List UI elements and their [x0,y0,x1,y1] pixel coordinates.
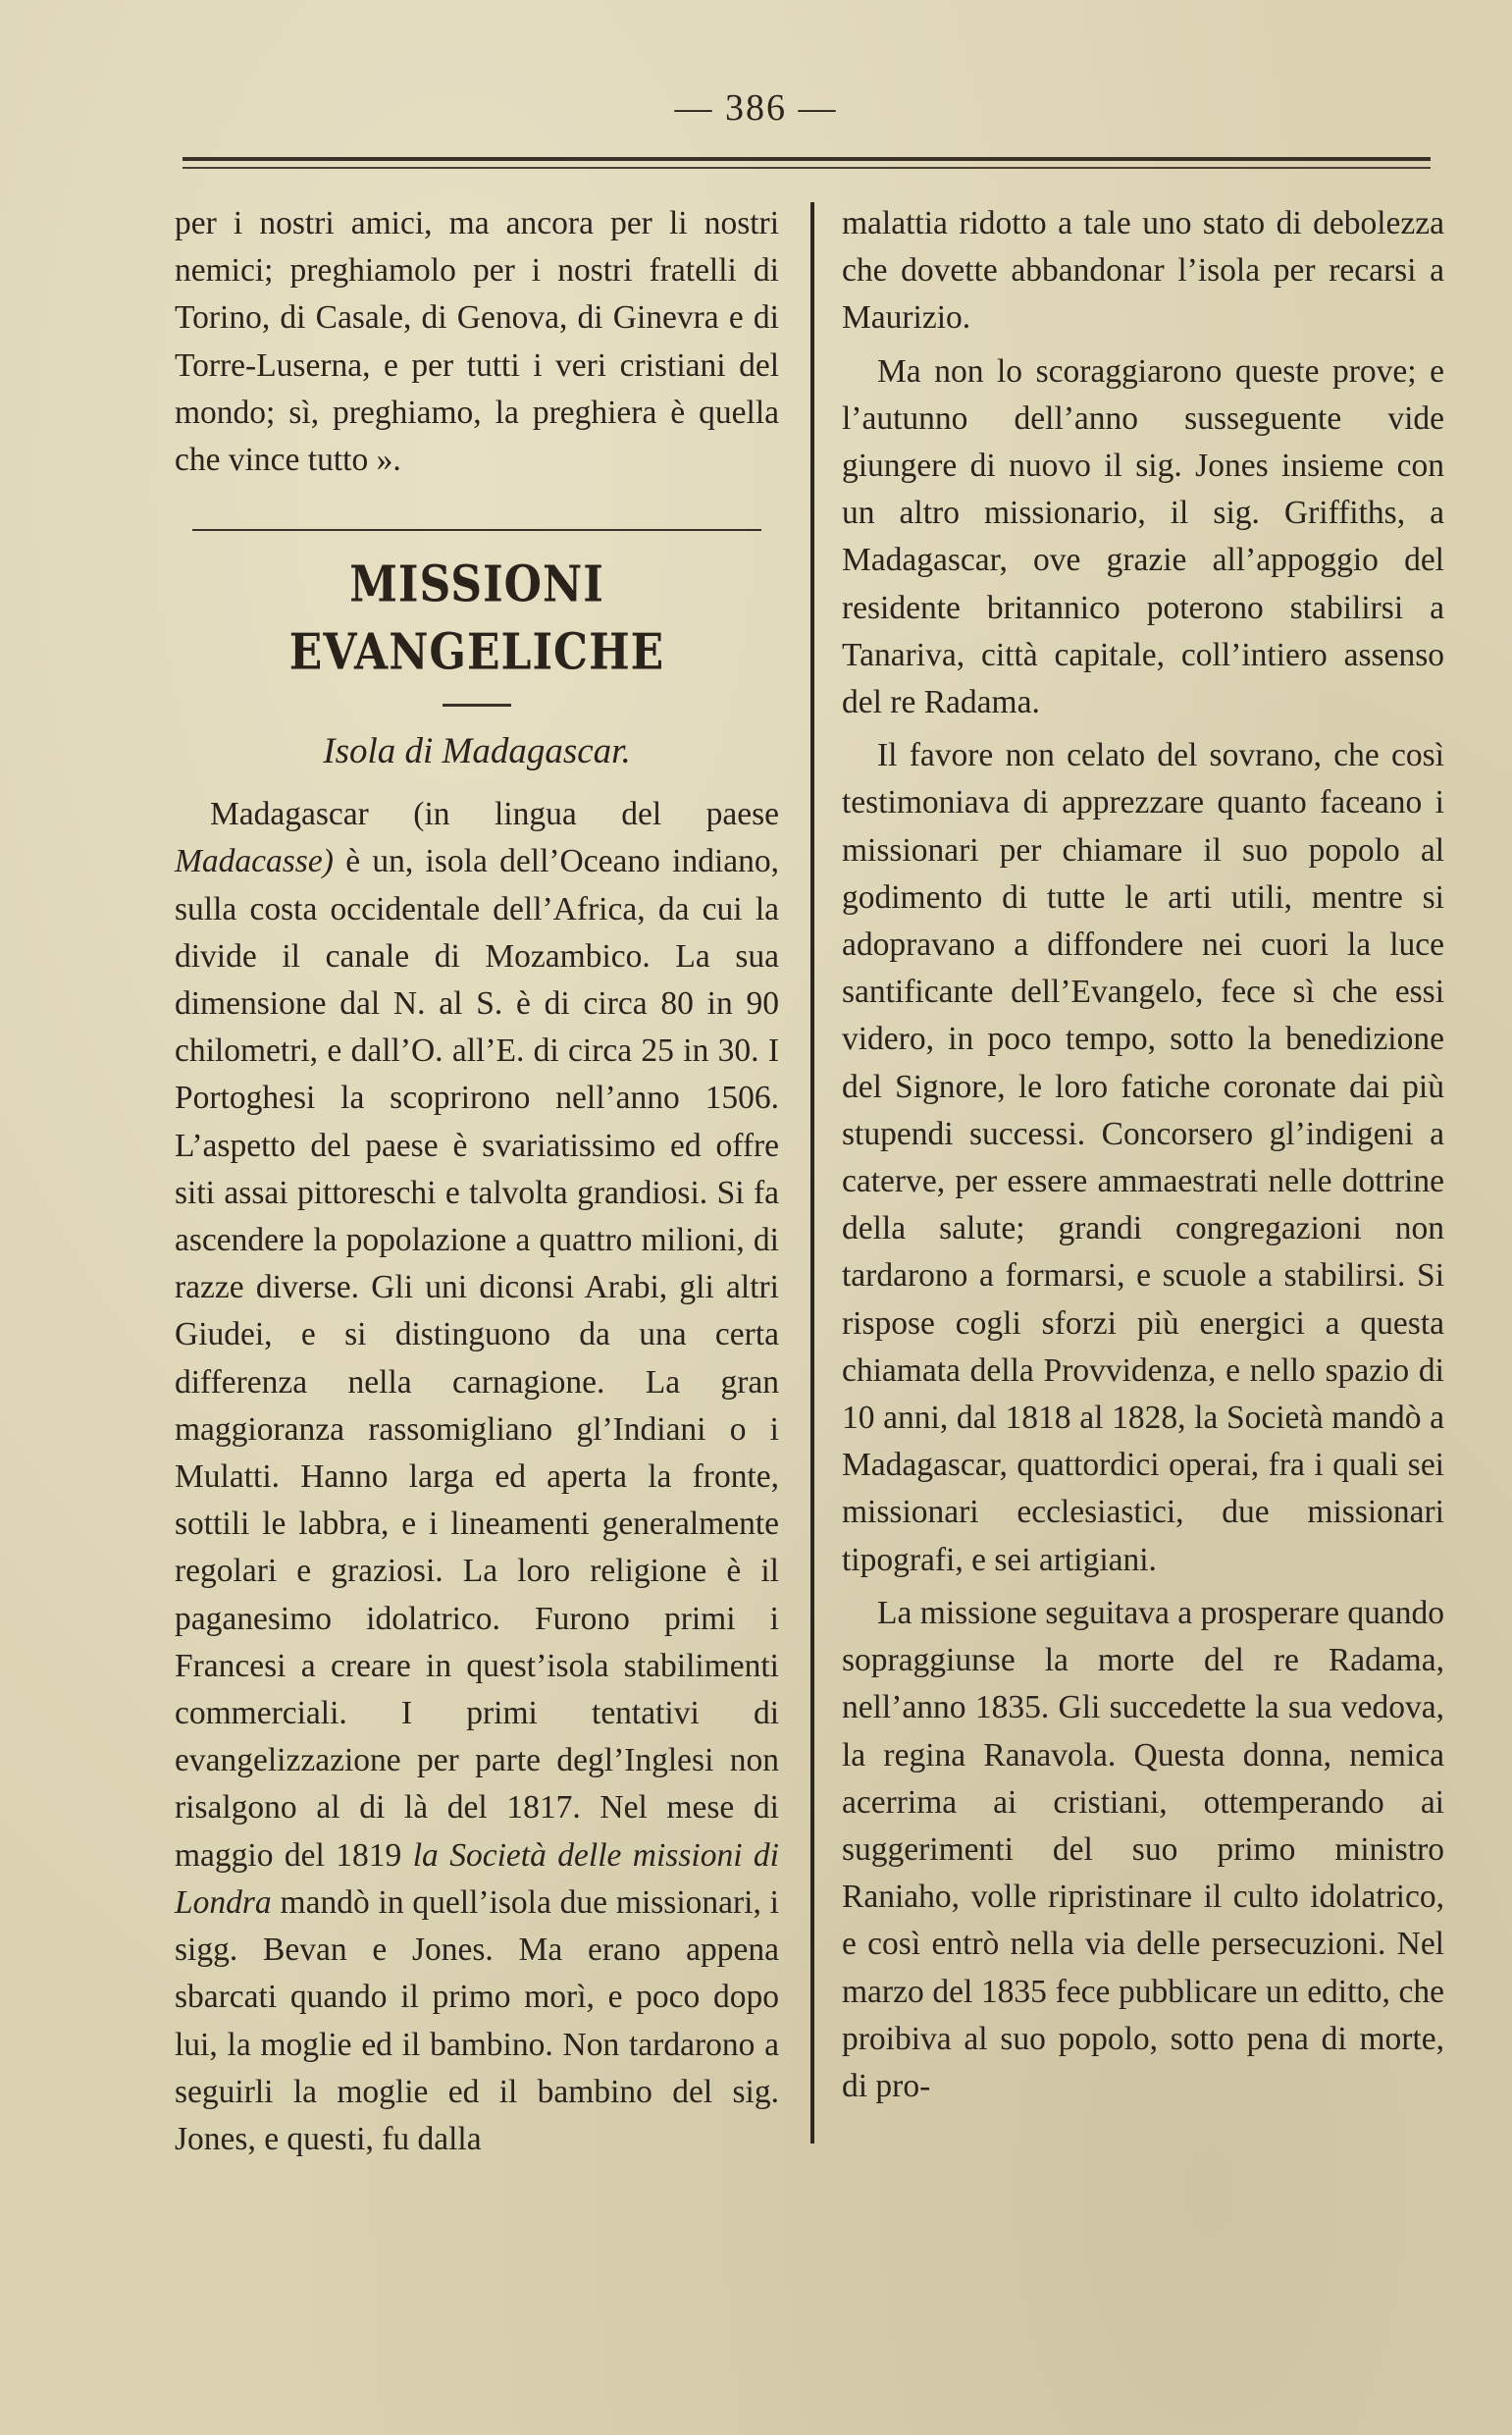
right-column [842,200,1444,2110]
continuation-paragraph: malattia ridotto a tale uno stato di debolezza che dovette abbandonar l’isola per recarsi a Maurizio. [842,205,1444,337]
paragraph-italic: la Società delle missioni di Londra [175,1836,779,1921]
title-underline [443,704,511,707]
section-title: MISSIONI EVANGELICHE [288,556,665,682]
opening-paragraph: per i nostri amici, ma ancora per li nostri nemici; preghiamolo per i nostri fratelli di Torino, di Casale, di Genova, di Ginevra e di Torre-Luserna, e per tutti i veri cristiani del mondo; sì, preghiamo, la preghiera è quella che vince tutto ». [175,205,779,479]
paragraph: Il favore non celato del sovrano, che così testimoniava di apprezzare quanto faceano i missionari per chiamare il suo popolo al godimento di tutte le arti utili, mentre si adopravano a diffondere nei cuori la luce santificante dell’Evangelo, fece sì che essi videro, in poco tempo, sotto la benedizione del Signore, le loro fatiche coronate dai più stupendi successi. Concorsero gl’indigeni a caterve, per essere ammaestrati nelle dottrine della salute; grandi congregazioni non tardarono a formarsi, e scuole a stabilirsi. Si rispose cogli sforzi più energici a questa chiamata della Provvidenza, e nello spazio di 10 anni, dal 1818 al 1828, la Società mandò a Madagascar, quattordici operai, fra i quali sei missionari ecclesiastici, due missionari tipografi, e sei artigiani. [842,737,1444,1578]
paragraph-text: è un, isola dell’Oceano indiano, sulla costa occidentale dell’Africa, da cui la divide il canale di Mozambico. La sua dimensione dal N. al S. è di circa 80 in 90 chilometri, e dall’O. all’E. di circa 25 in 30. I Portoghesi la scoprirono nell’anno 1506. L’aspetto del paese è svariatissimo ed offre siti assai pittoreschi e talvolta grandiosi. Si fa ascendere la popolazione a quattro milioni, di razze diverse. Gli uni diconsi Arabi, gli altri Giudei, e si distinguono da una certa differenza nella carnagione. La gran maggioranza rassomigliano gl’Indiani o i Mulatti. Hanno larga ed aperta la fronte, sottili le labbra, e i lineamenti generalmente regolari e graziosi. La loro religione è il paganesimo idolatrico. Furono primi i Francesi a creare in quest’isola stabilimenti commerciali. I primi tentativi di evangelizzazione per parte degl’Inglesi non risalgono al di là del 1817. Nel mese di maggio del 1819 [175,843,779,1874]
paragraph-text: Madagascar (in lingua del paese [210,796,779,833]
madagascar-paragraph [175,791,779,2163]
page-number: — 386 — [674,87,838,129]
section-subtitle: Isola di Madagascar. [323,731,631,772]
left-column [175,200,779,2163]
paragraph: Ma non lo scoraggiarono queste prove; e l’autunno dell’anno susseguente vide giungere di nuovo il sig. Jones insieme con un altro missionario, il sig. Griffiths, a Madagascar, ove grazie all’appoggio del residente britannico poterono stabilirsi a Tanariva, città capitale, coll’intiero assenso del re Radama. [842,352,1444,721]
paragraph-italic: Madacasse) [175,843,334,880]
section-divider [192,529,761,531]
paragraph-text: mandò in quell’isola due missionari, i sigg. Bevan e Jones. Ma erano appena sbarcati quando il primo morì, e poco dopo lui, la moglie ed il bambino. Non tardarono a seguirli la moglie ed il bambino del sig. Jones, e questi, fu dalla [175,1883,779,2157]
header-rule-thin [182,167,1431,169]
header-rule [182,157,1431,161]
paragraph: La missione seguitava a prosperare quando sopraggiunse la morte del re Radama, nell’anno 1835. Gli succedette la sua vedova, la regina Ranavola. Questa donna, nemica acerrima ai cristiani, ottemperando ai suggerimenti del suo primo ministro Raniaho, volle ripristinare il culto idolatrico, e così entrò nella via delle persecuzioni. Nel marzo del 1835 fece pubblicare un editto, che proibiva al suo popolo, sotto pena di morte, di pro- [842,1594,1444,2104]
column-divider [810,202,814,2144]
